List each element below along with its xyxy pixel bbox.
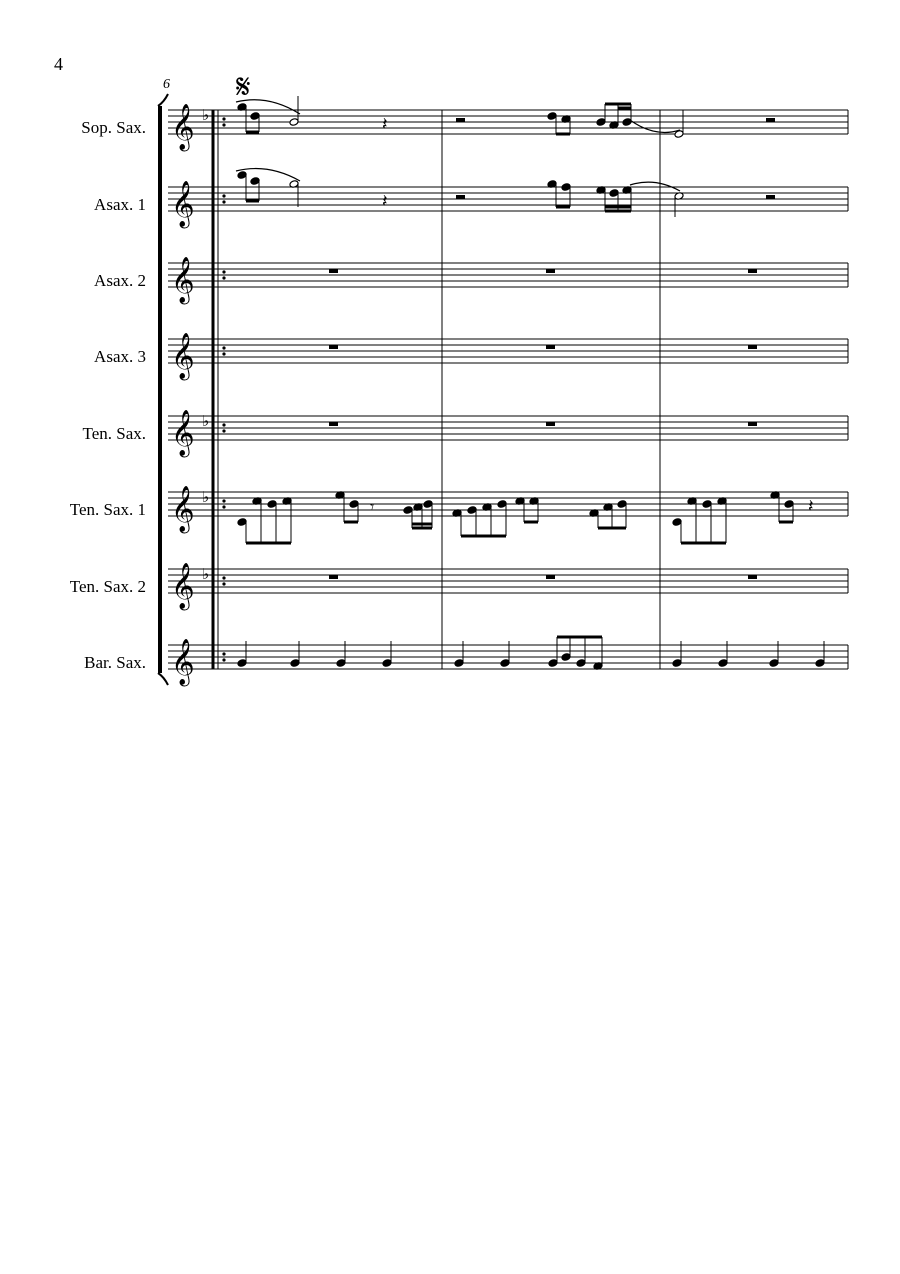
notehead: [769, 659, 779, 668]
repeat-dot: [222, 123, 225, 126]
repeat-dot: [222, 658, 225, 661]
notehead: [290, 659, 300, 668]
flat-key-signature-icon: ♭: [202, 106, 210, 124]
notehead: [250, 112, 260, 121]
segno-sign: 𝄋: [236, 67, 251, 107]
instrument-label-ten-sax-2: Ten. Sax. 2: [69, 577, 146, 596]
repeat-dot: [222, 429, 225, 432]
whole-rest-icon: [748, 269, 757, 273]
instrument-label-sop-sax: Sop. Sax.: [81, 118, 146, 137]
treble-clef-icon: 𝄞: [171, 181, 195, 227]
instrument-label-asax-2: Asax. 2: [94, 271, 146, 290]
notehead: [672, 659, 682, 668]
repeat-dot: [222, 194, 225, 197]
quarter-rest-icon: 𝄽: [808, 496, 814, 517]
notehead: [237, 659, 247, 668]
whole-rest-icon: [546, 345, 555, 349]
notehead: [267, 500, 277, 509]
notehead: [289, 118, 299, 127]
quarter-rest-icon: 𝄽: [382, 191, 388, 212]
whole-rest-icon: [748, 345, 757, 349]
instrument-label-asax-3: Asax. 3: [94, 347, 146, 366]
notehead: [547, 112, 557, 121]
system-bracket-top: [158, 94, 168, 106]
half-rest-icon: [456, 195, 465, 199]
notehead: [336, 659, 346, 668]
notehead: [596, 118, 606, 127]
notehead: [718, 659, 728, 668]
repeat-dot: [222, 270, 225, 273]
treble-clef-icon: 𝄞: [171, 486, 195, 532]
notehead: [576, 659, 586, 668]
notehead: [467, 506, 477, 515]
notes: [236, 96, 825, 670]
notehead: [702, 500, 712, 509]
repeat-dot: [222, 505, 225, 508]
treble-clef-icon: 𝄞: [171, 333, 195, 379]
repeat-dot: [222, 423, 225, 426]
whole-rest-icon: [748, 422, 757, 426]
notehead: [548, 659, 558, 668]
repeat-dot: [222, 582, 225, 585]
repeat-dot: [222, 117, 225, 120]
treble-clef-icon: 𝄞: [171, 257, 195, 303]
notehead: [609, 189, 619, 198]
notehead: [561, 653, 571, 662]
repeat-dot: [222, 352, 225, 355]
half-rest-icon: [766, 118, 775, 122]
notehead: [561, 183, 571, 192]
eighth-rest-icon: 𝄾: [370, 497, 375, 516]
treble-clef-icon: 𝄞: [171, 639, 195, 685]
notehead: [423, 500, 433, 509]
instrument-label-asax-1: Asax. 1: [94, 195, 146, 214]
notehead: [403, 506, 413, 515]
quarter-rest-icon: 𝄽: [382, 114, 388, 135]
whole-rest-icon: [329, 422, 338, 426]
flat-key-signature-icon: ♭: [202, 412, 210, 430]
whole-rest-icon: [546, 269, 555, 273]
staves: [168, 110, 848, 669]
flat-key-signature-icon: ♭: [202, 488, 210, 506]
notehead: [454, 659, 464, 668]
measure-number: 6: [163, 77, 170, 92]
notehead: [237, 518, 247, 527]
whole-rest-icon: [546, 575, 555, 579]
notehead: [500, 659, 510, 668]
whole-rest-icon: [546, 422, 555, 426]
system-bracket-bottom: [158, 673, 168, 685]
notehead: [237, 171, 247, 180]
notehead: [672, 518, 682, 527]
notehead: [815, 659, 825, 668]
repeat-dot: [222, 276, 225, 279]
whole-rest-icon: [329, 575, 338, 579]
notehead: [497, 500, 507, 509]
notehead: [382, 659, 392, 668]
repeat-dot: [222, 576, 225, 579]
treble-clef-icon: 𝄞: [171, 410, 195, 456]
whole-rest-icon: [329, 345, 338, 349]
barlines: [158, 94, 848, 685]
flat-key-signature-icon: ♭: [202, 565, 210, 583]
notehead: [349, 500, 359, 509]
treble-clef-icon: 𝄞: [171, 104, 195, 150]
notehead: [617, 500, 627, 509]
repeat-dot: [222, 499, 225, 502]
instrument-label-ten-sax-1: Ten. Sax. 1: [69, 500, 146, 519]
whole-rest-icon: [329, 269, 338, 273]
treble-clef-icon: 𝄞: [171, 563, 195, 609]
notehead: [622, 118, 632, 127]
page-number: 4: [54, 54, 63, 74]
instrument-label-bar-sax: Bar. Sax.: [84, 653, 146, 672]
notehead: [784, 500, 794, 509]
repeat-dot: [222, 200, 225, 203]
half-rest-icon: [456, 118, 465, 122]
half-rest-icon: [766, 195, 775, 199]
instrument-label-ten-sax: Ten. Sax.: [82, 424, 146, 443]
repeat-dot: [222, 652, 225, 655]
whole-rest-icon: [748, 575, 757, 579]
repeat-dot: [222, 346, 225, 349]
clefs: [171, 104, 209, 687]
notehead: [250, 177, 260, 186]
